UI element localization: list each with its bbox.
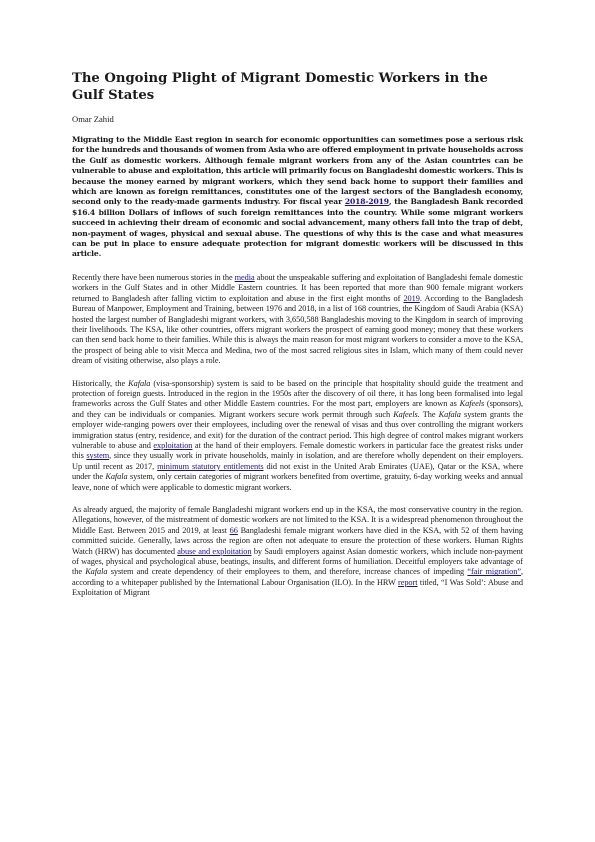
paragraph-text: The: [419, 409, 439, 419]
body-paragraph-3: [72, 505, 523, 599]
paragraph-text: at the hand of their employers. Female domestic workers in particular face the greatest risks under this: [72, 440, 524, 461]
paragraph-text: As already argued, the majority of female Bangladeshi migrant workers end up in the KSA, the most conservative country in the region. Allegations, however, of the mistreatment of domestic workers are not limited to the KSA. It is a widespread phenomenon throughout the Middle East. Between 2015 and 2019, at least: [72, 505, 523, 535]
paragraph-text: did not exist in the United Arab Emirates (UAE), Qatar or the KSA, where under the: [72, 461, 523, 482]
kafeels-term: Kafeels: [459, 399, 485, 409]
paragraph-text: Historically, the: [72, 378, 129, 388]
kafala-term: Kafala: [128, 378, 151, 388]
year-2019-link[interactable]: 2019: [403, 293, 420, 303]
fiscal-year-link[interactable]: 2018-2019: [344, 197, 389, 207]
paragraph-text: Bangladeshi female migrant workers have died in the KSA, with 52 of them having committed suicide. Generally, laws across the region are often not adequate to ensure the protection of these workers. Human Rights Watch (HRW) has documented: [72, 525, 523, 556]
paragraph-text: Recently there have been numerous stories in the: [72, 272, 235, 282]
body-paragraph-2: [72, 379, 523, 493]
abuse-and-exploitation-link[interactable]: abuse and exploitation: [177, 546, 252, 556]
count-66-link[interactable]: 66: [229, 525, 238, 535]
report-link[interactable]: report: [397, 577, 418, 587]
article-title: The Ongoing Plight of Migrant Domestic Workers in the Gulf States: [72, 71, 488, 103]
paragraph-text: system grants the employer wide-ranging powers over their employees, including over the renewal of visas and thus over controlling the migrant workers immigration status (entry, residence, and exit) for the duration of the contract period. This high degree of control makes migrant workers vulnerable to abuse and: [72, 409, 523, 450]
paragraph-text: system, only certain categories of migrant workers benefited from overtime, gratuity, 6-day working weeks and annual leave, none of which were applicable to domestic migrant workers.: [72, 472, 524, 492]
paragraph-text: about the unspeakable suffering and exploitation of Bangladeshi female domestic workers in the Gulf States and in other Middle Eastern countries. It has been reported that more than 900 female migrant workers returned to Bangladesh after falling victim to exploitation and abuse in the first eight months of: [72, 272, 524, 303]
exploitation-link[interactable]: exploitation: [153, 440, 193, 450]
paragraph-text: , since they usually work in private households, mainly in isolation, and are therefore wholly dependent on their employers. Up until recent as 2017,: [72, 451, 524, 471]
kafeels-term: Kafeels.: [393, 409, 420, 419]
paragraph-text: (visa-sponsorship) system is said to be based on the principle that hospitality should guide the treatment and protection of foreign guests. Introduced in the region in the 1950s after the discovery of oil there, it has long been formalised into legal frameworks across the Gulf States and other Middle Eastern countries. For the most part, employers are known as: [72, 378, 523, 409]
kafala-term: Kafala: [105, 472, 128, 482]
paragraph-text: (sponsors), and they can be individuals or companies. Migrant workers secure work permit through such: [72, 399, 523, 419]
document-page: [72, 70, 523, 611]
author-name: Omar Zahid: [72, 114, 114, 124]
kafala-term: Kafala: [438, 409, 461, 419]
abstract-paragraph: [72, 135, 523, 260]
media-link[interactable]: media: [234, 272, 255, 282]
system-link[interactable]: system: [86, 451, 110, 461]
minimum-statutory-entitlements-link[interactable]: minimum statutory entitlements: [157, 461, 264, 471]
paragraph-text: by Saudi employers against Asian domestic workers, which include non-payment of wages, physical and psychological abuse, beatings, insults, and different forms of humiliation. Deceitful employers take advantage of the: [72, 546, 523, 577]
fair-migration-link[interactable]: “fair migration”: [467, 567, 521, 577]
kafala-term: Kafala: [85, 567, 108, 577]
paragraph-text: , according to a whitepaper published by the International Labour Organisation (ILO). In the HRW: [72, 567, 523, 587]
body-paragraph-1: [72, 273, 523, 367]
paragraph-text: system and create dependency of their employees to them, and therefore, increase chances of impeding: [107, 567, 468, 577]
abstract-text: , the Bangladesh Bank recorded $16.4 billion Dollars of inflows of such foreign remittances into the country. While some migrant workers succeed in achieving their dream of economic and social advancement, many others fall into the trap of debt, non-payment of wages, physical and sexual abuse. The questions of why this is the case and what measures can be put in place to ensure adequate protection for migrant domestic workers will be discussed in this article.: [72, 197, 523, 259]
paragraph-text: titled, “I Was Sold’: Abuse and Exploitation of Migrant: [72, 577, 523, 598]
abstract-text: Migrating to the Middle East region in search for economic opportunities can sometimes pose a serious risk for the hundreds and thousands of women from Asia who are offered employment in private households across the Gulf as domestic workers. Although female migrant workers from any of the Asian countries can be vulnerable to abuse and exploitation, this article will primarily focus on Bangladeshi domestic workers. This is because the money earned by migrant workers, which they send back home to support their families and which are known as foreign remittances, constitutes one of the largest sectors of the Bangladesh economy, second only to the ready-made garments industry. For fiscal year: [72, 135, 523, 207]
paragraph-text: . According to the Bangladesh Bureau of Manpower, Employment and Training, between 1976 and 2018, in a list of 168 countries, the Kingdom of Saudi Arabia (KSA) hosted the largest number of Bangladeshi migrant workers, with 3,650,588 Bangladeshis moving to the Kingdom in search of improving their livelihoods. The KSA, like other countries, offers migrant workers the prospect of earning good money; money that these workers can then send back home to their families. While this is always the main reason for most migrant workers to consider a move to the KSA, the prospect of being able to visit Mecca and Medina, two of the most sacred religious sites in Islam, which many of them could never dream of visiting otherwise, also plays a role.: [72, 293, 523, 366]
